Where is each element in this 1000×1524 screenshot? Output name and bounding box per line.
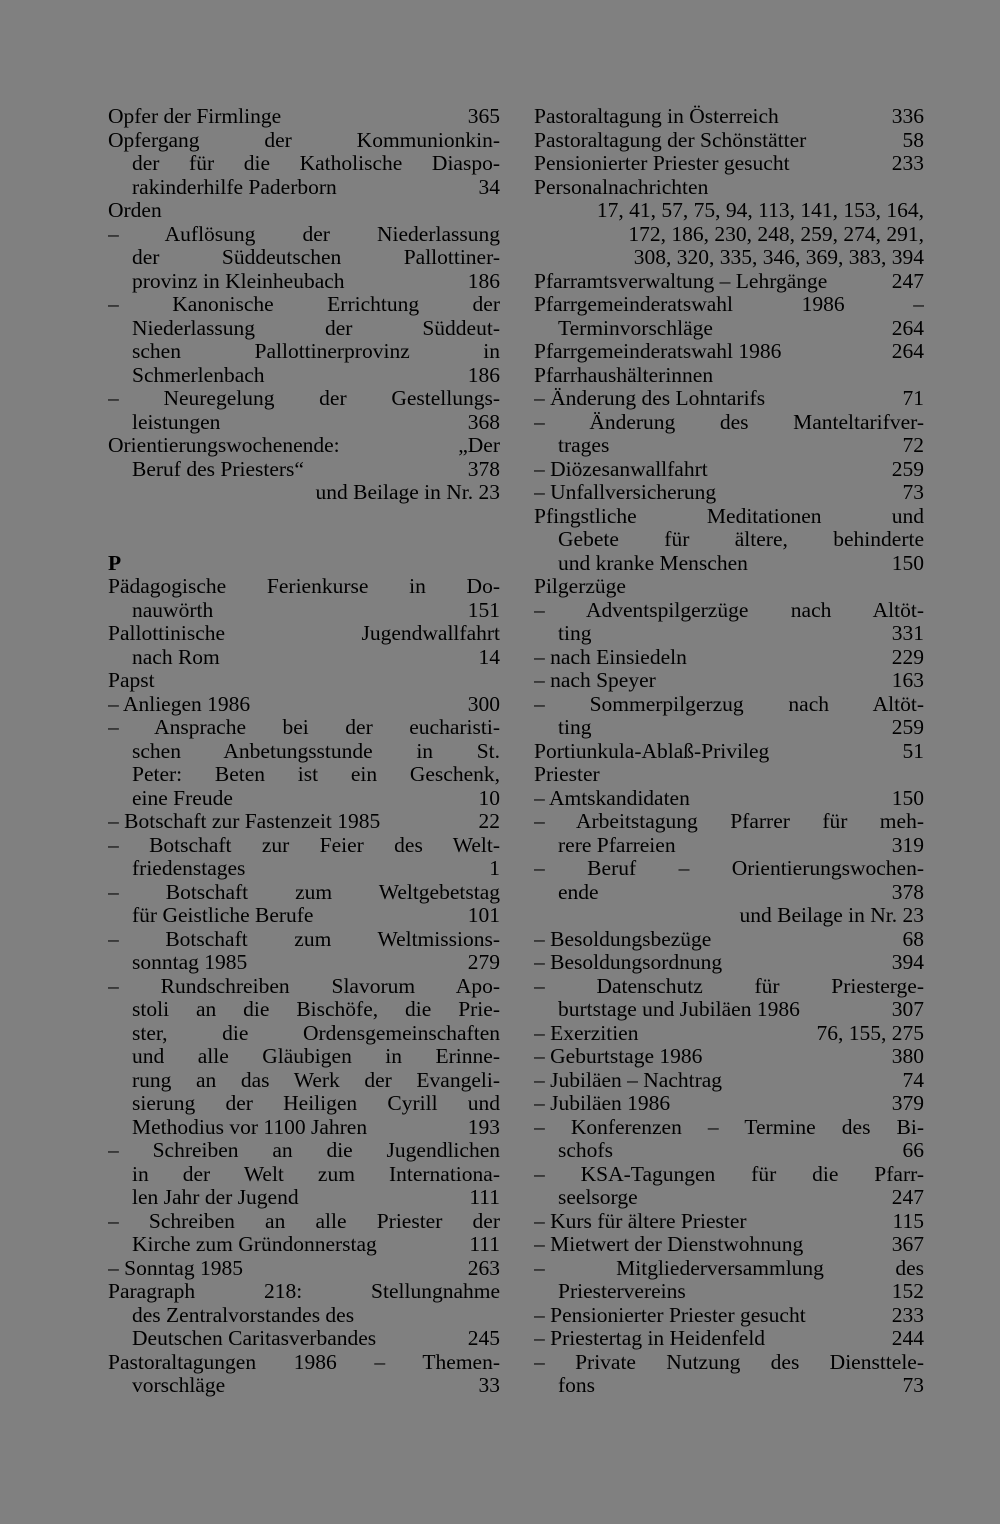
entry-text: Orden — [108, 199, 162, 222]
entry-text: – nach Einsiedeln — [534, 645, 687, 669]
index-entry — [108, 340, 500, 364]
index-entry — [108, 223, 500, 247]
entry-text: – Besoldungsbezüge — [534, 927, 712, 951]
entry-text: Pallottinische Jugendwallfahrt — [108, 622, 500, 645]
index-entry — [534, 787, 924, 811]
entry-text: ting — [558, 716, 592, 739]
index-entry — [108, 622, 500, 646]
index-entry — [534, 1374, 924, 1398]
index-entry — [534, 1351, 924, 1375]
entry-text: – Botschaft zur Fastenzeit 1985 — [108, 810, 381, 833]
blank-line — [108, 505, 500, 529]
index-entry — [534, 646, 924, 670]
page-number: 264 — [891, 315, 924, 340]
entry-text: – Arbeitstagung Pfarrer für meh- — [534, 810, 924, 833]
entry-text: – Botschaft zum Weltgebetstag — [108, 880, 500, 904]
entry-text: P — [108, 551, 122, 575]
page-number: 193 — [467, 1114, 500, 1139]
entry-text: – Auflösung der Niederlassung — [108, 222, 500, 246]
entry-text: sierung der Heiligen Cyrill und — [132, 1092, 500, 1115]
index-entry — [108, 411, 500, 435]
index-entry — [108, 317, 500, 341]
entry-text: Pastoraltagung in Österreich — [534, 105, 779, 128]
index-entry — [108, 152, 500, 176]
index-entry — [534, 1304, 924, 1328]
index-entry — [108, 293, 500, 317]
entry-text: – Mietwert der Dienstwohnung — [534, 1233, 804, 1256]
index-entry — [534, 176, 924, 200]
index-entry — [534, 552, 924, 576]
page-number: 368 — [467, 409, 500, 434]
page-number: 365 — [467, 104, 500, 128]
entry-text: provinz in Kleinheubach — [132, 269, 345, 293]
entry-text: schofs — [558, 1139, 613, 1162]
index-entry — [108, 1116, 500, 1140]
index-entry — [534, 199, 924, 223]
page-number: 73 — [902, 1373, 924, 1397]
index-entry — [534, 693, 924, 717]
entry-text: fons — [558, 1374, 596, 1397]
entry-text: sonntag 1985 — [132, 951, 248, 974]
index-entry — [108, 763, 500, 787]
index-entry — [534, 669, 924, 693]
entry-text: – KSA-Tagungen für die Pfarr- — [534, 1162, 924, 1186]
entry-text: – Geburtstage 1986 — [534, 1045, 703, 1068]
entry-text: und Beilage in Nr. 23 — [315, 481, 500, 504]
index-entry — [534, 928, 924, 952]
entry-text: – Diözesanwallfahrt — [534, 457, 708, 481]
index-entry — [108, 1327, 500, 1351]
entry-text: – Botschaft zum Weltmissions- — [108, 927, 500, 951]
index-entry — [108, 810, 500, 834]
index-entry — [108, 857, 500, 881]
entry-text: Pfarrhaushälterinnen — [534, 363, 714, 387]
entry-text: Kirche zum Gründonnerstag — [132, 1233, 377, 1256]
index-entry — [108, 904, 500, 928]
entry-text: – Private Nutzung des Diensttele- — [534, 1350, 924, 1374]
index-entry — [534, 152, 924, 176]
page-number: 58 — [902, 127, 924, 152]
index-entry — [108, 1257, 500, 1281]
entry-text: Paragraph 218: Stellungnahme — [108, 1280, 500, 1303]
index-entry — [534, 505, 924, 529]
entry-text: Pastoraltagungen 1986 – Themen- — [108, 1350, 500, 1374]
page-number: 34 — [478, 174, 500, 199]
index-entry — [108, 1069, 500, 1093]
index-entry — [108, 740, 500, 764]
page-number: 151 — [467, 597, 500, 622]
index-entry — [108, 1022, 500, 1046]
entry-text: ster, die Ordensgemeinschaften — [132, 1021, 500, 1045]
entry-text: – Datenschutz für Priesterge- — [534, 974, 924, 998]
index-entry — [534, 881, 924, 905]
entry-text: Personalnachrichten — [534, 175, 709, 199]
entry-text: Pensionierter Priester gesucht — [534, 152, 790, 175]
index-entry — [108, 881, 500, 905]
entry-text: Schmerlenbach — [132, 363, 265, 387]
index-entry — [534, 1069, 924, 1093]
index-entry — [108, 575, 500, 599]
index-entry — [534, 1139, 924, 1163]
index-entry — [108, 998, 500, 1022]
index-entry — [534, 387, 924, 411]
entry-text: Priester — [534, 763, 600, 786]
index-entry — [108, 387, 500, 411]
index-entry — [108, 951, 500, 975]
page-number: 101 — [467, 903, 500, 927]
page-number: 367 — [891, 1232, 924, 1256]
page-number: 33 — [478, 1373, 500, 1397]
page-number: 245 — [467, 1326, 500, 1350]
entry-text: Deutschen Caritasverbandes — [132, 1327, 377, 1350]
index-entry — [108, 434, 500, 458]
index-entry — [108, 129, 500, 153]
page-number: 74 — [902, 1067, 924, 1092]
entry-text: schen Anbetungsstunde in St. — [132, 739, 500, 763]
page-number: 111 — [469, 1185, 500, 1209]
entry-text: – Sonntag 1985 — [108, 1256, 243, 1280]
page-number: 71 — [902, 386, 924, 410]
index-entry — [108, 599, 500, 623]
entry-text: Pastoraltagung der Schönstätter — [534, 128, 807, 152]
index-entry — [534, 763, 924, 787]
page-number: 111 — [469, 1232, 500, 1256]
entry-text: seelsorge — [558, 1186, 638, 1209]
index-entry — [108, 1092, 500, 1116]
index-entry — [534, 716, 924, 740]
index-entry — [108, 646, 500, 670]
index-entry — [534, 810, 924, 834]
index-entry — [534, 1233, 924, 1257]
entry-text: Opfer der Firmlinge — [108, 105, 282, 128]
entry-text: 172, 186, 230, 248, 259, 274, 291, — [628, 222, 924, 246]
index-entry — [534, 622, 924, 646]
page-number: 150 — [891, 550, 924, 575]
index-entry — [108, 105, 500, 129]
index-entry — [534, 1045, 924, 1069]
page-number: 378 — [467, 456, 500, 481]
entry-text: Beruf des Priesters“ — [132, 457, 304, 481]
index-entry — [534, 1116, 924, 1140]
index-entry — [534, 1092, 924, 1116]
entry-text: schen Pallottinerprovinz in — [132, 340, 500, 363]
entry-text: – Exerzitien — [534, 1021, 639, 1045]
index-entry — [534, 481, 924, 505]
entry-text: und Beilage in Nr. 23 — [739, 904, 924, 927]
page-number: 380 — [891, 1044, 924, 1068]
index-entry — [534, 1327, 924, 1351]
page-number: 152 — [891, 1279, 924, 1303]
entry-text: – Schreiben an die Jugendlichen — [108, 1139, 500, 1162]
entry-text: des Zentralvorstandes des — [132, 1303, 355, 1327]
page-number: 1 — [489, 856, 500, 880]
entry-text: – Jubiläen 1986 — [534, 1092, 671, 1115]
entry-text: – Mitgliederversammlung des — [534, 1256, 924, 1280]
index-entry — [534, 270, 924, 294]
page-number: 150 — [891, 785, 924, 810]
index-entry — [534, 293, 924, 317]
index-entry — [534, 434, 924, 458]
page-number: 233 — [891, 151, 924, 175]
entry-text: und kranke Menschen — [558, 551, 748, 575]
index-entry — [108, 1210, 500, 1234]
entry-text: rung an das Werk der Evangeli- — [132, 1068, 500, 1092]
entry-text: Opfergang der Kommunionkin- — [108, 128, 500, 152]
entry-text: Pfarrgemeinderatswahl 1986 — [534, 340, 782, 363]
page-number: 378 — [891, 879, 924, 904]
entry-text: Peter: Beten ist ein Geschenk, — [132, 763, 500, 786]
entry-text: Terminvorschläge — [558, 316, 713, 340]
entry-text: – Kanonische Errichtung der — [108, 293, 500, 316]
entry-text: Pilgerzüge — [534, 575, 626, 598]
index-entry — [534, 857, 924, 881]
index-entry — [534, 458, 924, 482]
entry-text: – Kurs für ältere Priester — [534, 1209, 747, 1233]
entry-text: trages — [558, 434, 610, 457]
entry-text: – Botschaft zur Feier des Welt- — [108, 833, 500, 857]
index-entry — [108, 481, 500, 505]
page-number: 259 — [891, 715, 924, 739]
page-number: 73 — [902, 480, 924, 504]
index-entry — [108, 1304, 500, 1328]
index-entry — [534, 834, 924, 858]
page-number: 244 — [891, 1326, 924, 1350]
page-number: 72 — [902, 433, 924, 457]
section-letter — [108, 552, 500, 576]
entry-text: nach Rom — [132, 645, 220, 669]
entry-text: – Schreiben an alle Priester der — [108, 1209, 500, 1233]
entry-text: für Geistliche Berufe — [132, 904, 314, 927]
entry-text: rere Pfarreien — [558, 833, 676, 857]
entry-text: eine Freude — [132, 786, 233, 810]
index-entry — [108, 176, 500, 200]
index-entry — [108, 1351, 500, 1375]
index-entry — [108, 199, 500, 223]
entry-text: Niederlassung der Süddeut- — [132, 316, 500, 340]
entry-text: – Anliegen 1986 — [108, 692, 251, 716]
entry-text: Pfarramtsverwaltung – Lehrgänge — [534, 269, 828, 293]
index-entry — [108, 458, 500, 482]
entry-text: – Amtskandidaten — [534, 786, 690, 810]
entry-text: – Besoldungsordnung — [534, 951, 723, 974]
entry-text: – Jubiläen – Nachtrag — [534, 1068, 723, 1092]
index-entry — [534, 599, 924, 623]
entry-text: Pfingstliche Meditationen und — [534, 504, 924, 528]
page-number: 279 — [467, 950, 500, 974]
index-entry — [534, 904, 924, 928]
page-number: 264 — [891, 339, 924, 363]
page-number: 307 — [891, 997, 924, 1021]
index-entry — [534, 1022, 924, 1046]
index-entry — [534, 246, 924, 270]
page-number: 379 — [891, 1091, 924, 1115]
index-entry — [108, 975, 500, 999]
page-number: 186 — [467, 268, 500, 293]
index-entry — [108, 669, 500, 693]
index-entry — [534, 1186, 924, 1210]
index-entry — [534, 105, 924, 129]
entry-text: leistungen — [132, 410, 221, 434]
page-number: 66 — [902, 1138, 924, 1162]
page-number: 10 — [478, 785, 500, 810]
entry-text: – Ansprache bei der eucharisti- — [108, 716, 500, 739]
entry-text: len Jahr der Jugend — [132, 1186, 299, 1209]
entry-text: und alle Gläubigen in Erinne- — [132, 1045, 500, 1068]
entry-text: – nach Speyer — [534, 669, 656, 692]
entry-text: Orientierungswochenende: „Der — [108, 434, 500, 457]
entry-text: rakinderhilfe Paderborn — [132, 175, 337, 199]
index-entry — [108, 246, 500, 270]
page-number: 22 — [478, 809, 500, 833]
entry-text: Pädagogische Ferienkurse in Do- — [108, 575, 500, 598]
entry-text: – Konferenzen – Termine des Bi- — [534, 1115, 924, 1139]
index-entry — [108, 834, 500, 858]
page-number: 300 — [467, 691, 500, 716]
page-number: 263 — [467, 1255, 500, 1280]
entry-text: Papst — [108, 669, 155, 692]
index-entry — [108, 1163, 500, 1187]
index-entry — [534, 1210, 924, 1234]
entry-text: ting — [558, 622, 592, 645]
index-entry — [534, 364, 924, 388]
index-entry — [108, 1233, 500, 1257]
index-entry — [534, 1257, 924, 1281]
page-number: 394 — [891, 950, 924, 974]
entry-text: friedenstages — [132, 857, 246, 880]
page-number: 247 — [891, 268, 924, 293]
entry-text: ende — [558, 880, 599, 904]
index-entry — [534, 740, 924, 764]
entry-text: der Süddeutschen Pallottiner- — [132, 246, 500, 269]
entry-text: nauwörth — [132, 598, 214, 622]
page-number: 336 — [891, 104, 924, 128]
entry-text: – Priestertag in Heidenfeld — [534, 1327, 766, 1350]
entry-text: Priestervereins — [558, 1280, 686, 1303]
page-number: 247 — [891, 1185, 924, 1209]
index-column-left — [108, 105, 500, 1398]
page-number: 186 — [467, 362, 500, 387]
entry-text: Pfarrgemeinderatswahl 1986 – — [534, 293, 924, 316]
entry-text: stoli an die Bischöfe, die Prie- — [132, 998, 500, 1021]
index-entry — [534, 975, 924, 999]
entry-text: – Änderung des Manteltarifver- — [534, 410, 924, 434]
index-entry — [534, 951, 924, 975]
entry-text: – Sommerpilgerzug nach Altöt- — [534, 692, 924, 716]
index-entry — [108, 1280, 500, 1304]
entry-text: – Pensionierter Priester gesucht — [534, 1303, 806, 1327]
index-entry — [108, 1139, 500, 1163]
entry-text: in der Welt zum Internationa- — [132, 1162, 500, 1186]
entry-text: vorschläge — [132, 1374, 226, 1397]
entry-text: burtstage und Jubiläen 1986 — [558, 998, 800, 1021]
entry-text: Methodius vor 1100 Jahren — [132, 1115, 368, 1139]
index-entry — [108, 270, 500, 294]
index-entry — [108, 928, 500, 952]
entry-text: – Beruf – Orientierungswochen- — [534, 857, 924, 880]
index-entry — [108, 1374, 500, 1398]
index-entry — [534, 1163, 924, 1187]
index-entry — [108, 364, 500, 388]
page-number: 229 — [891, 644, 924, 669]
page-number: 115 — [892, 1208, 924, 1233]
entry-text: 308, 320, 335, 346, 369, 383, 394 — [633, 246, 924, 269]
index-entry — [534, 1280, 924, 1304]
index-entry — [534, 998, 924, 1022]
index-entry — [534, 129, 924, 153]
blank-line — [108, 528, 500, 552]
index-entry — [108, 787, 500, 811]
page-number: 319 — [891, 832, 924, 857]
entry-text: – Adventspilgerzüge nach Altöt- — [534, 598, 924, 622]
index-entry — [108, 693, 500, 717]
entry-text: – Rundschreiben Slavorum Apo- — [108, 974, 500, 998]
page-number: 76, 155, 275 — [816, 1020, 924, 1045]
index-entry — [534, 340, 924, 364]
entry-text: der für die Katholische Diaspo- — [132, 152, 500, 175]
page-number: 331 — [891, 621, 924, 645]
page-number: 163 — [891, 668, 924, 692]
entry-text: Portiunkula-Ablaß-Privileg — [534, 739, 770, 763]
index-entry — [534, 411, 924, 435]
index-entry — [108, 1186, 500, 1210]
index-entry — [534, 317, 924, 341]
page-number: 51 — [902, 738, 924, 763]
entry-text: – Änderung des Lohntarifs — [534, 387, 766, 410]
entry-text: Gebete für ältere, behinderte — [558, 528, 924, 551]
page-number: 259 — [891, 456, 924, 481]
index-entry — [108, 716, 500, 740]
index-entry — [534, 223, 924, 247]
index-entry — [108, 1045, 500, 1069]
index-entry — [534, 575, 924, 599]
page-number: 68 — [902, 926, 924, 951]
entry-text: – Unfallversicherung — [534, 481, 717, 504]
page-number: 14 — [478, 644, 500, 669]
index-entry — [534, 528, 924, 552]
index-column-right — [534, 105, 924, 1398]
page-number: 233 — [891, 1302, 924, 1327]
entry-text: – Neuregelung der Gestellungs- — [108, 387, 500, 410]
entry-text: 17, 41, 57, 75, 94, 113, 141, 153, 164, — [596, 199, 924, 222]
